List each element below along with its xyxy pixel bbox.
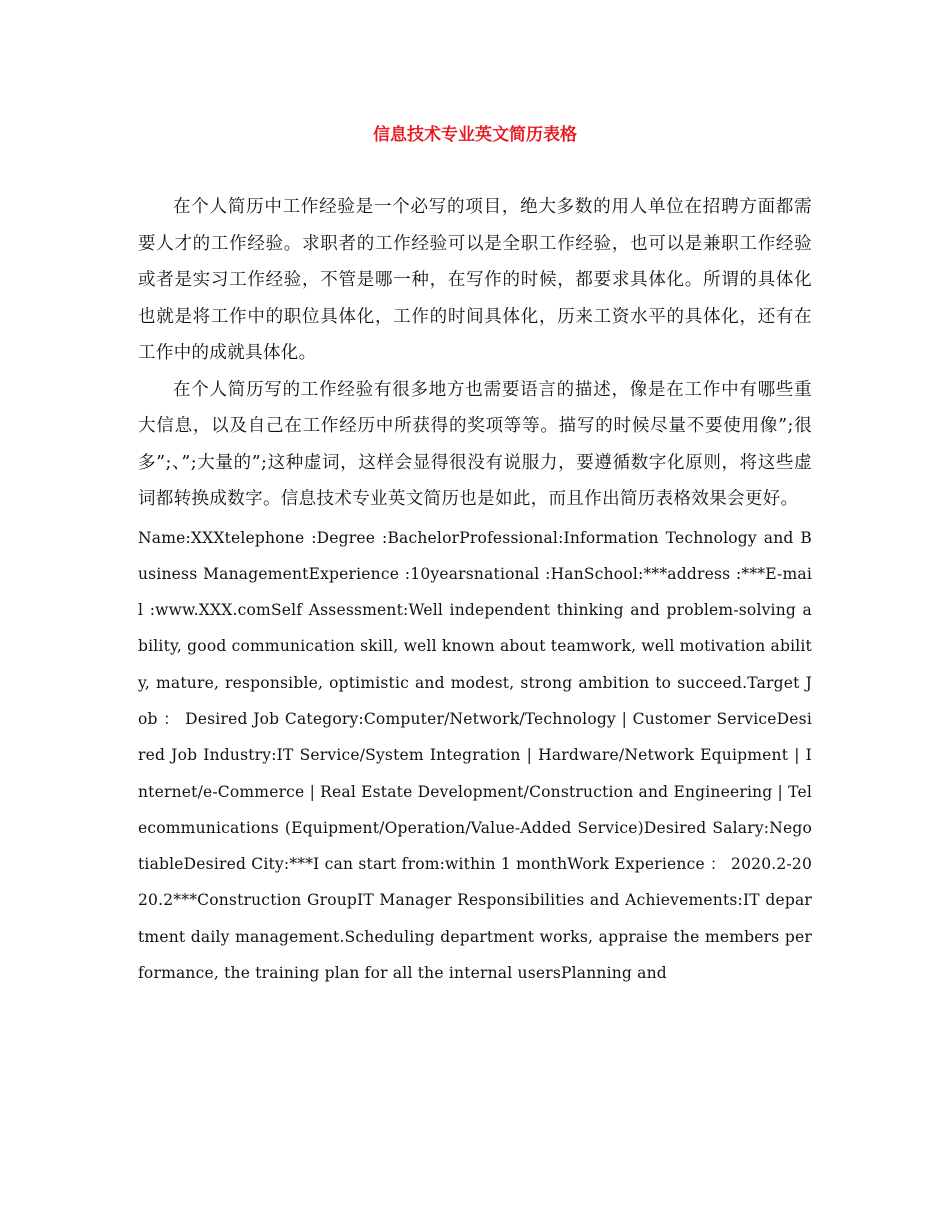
document-body (138, 189, 812, 991)
resume-text: Name:XXXtelephone :Degree :BachelorProfessional:Information Technology and Business ManagementExperience :10yearsnational :HanSchool:***address :***E-mail :www.XXX.comSelf Assessment:Well independent thinking and problem-solving ability, good communication skill, well known about teamwork, well motivation ability, mature, responsible, optimistic and modest, strong ambition to succeed.Target Job ： Desired Job Category:Computer/Network/Technology | Customer ServiceDesired Job Industry:IT Service/System Integration | Hardware/Network Equipment | Internet/e-Commerce | Real Estate Development/Construction and Engineering | Telecommunications (Equipment/Operation/Value-Added Service)Desired Salary:NegotiableDesired City:***I can start from:within 1 monthWork Experience ： 2020.2-2020.2***Construction GroupIT Manager Responsibilities and Achievements:IT department daily management.Scheduling department works, appraise the members performance, the training plan for all the internal usersPlanning and (138, 528, 812, 983)
intro-paragraph-2: 在个人简历写的工作经验有很多地方也需要语言的描述，像是在工作中有哪些重大信息，以及自己在工作经历中所获得的奖项等等。描写的时候尽量不要使用像”;很多”;、”;大量的”;这种虚词，这样会显得很没有说服力，要遵循数字化原则，将这些虚词都转换成数字。信息技术专业英文简历也是如此，而且作出简历表格效果会更好。 (138, 379, 812, 509)
intro-paragraph-1: 在个人简历中工作经验是一个必写的项目，绝大多数的用人单位在招聘方面都需要人才的工作经验。求职者的工作经验可以是全职工作经验，也可以是兼职工作经验或者是实习工作经验，不管是哪一种，在写作的时候，都要求具体化。所谓的具体化也就是将工作中的职位具体化，工作的时间具体化，历来工资水平的具体化，还有在工作中的成就具体化。 (138, 197, 812, 363)
document-title: 信息技术专业英文简历表格 (373, 125, 577, 145)
